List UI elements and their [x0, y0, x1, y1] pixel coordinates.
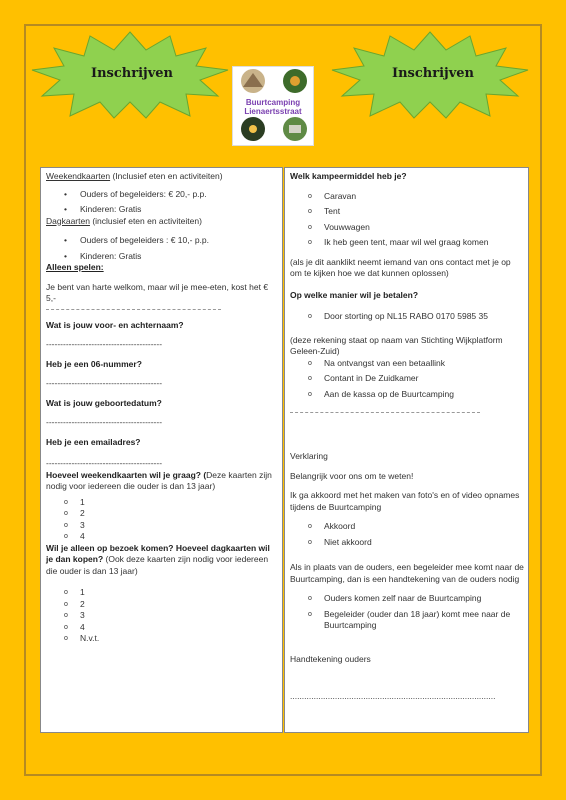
- answer-line-phone[interactable]: -----------------------------------------: [46, 378, 163, 388]
- answer-line-birthdate[interactable]: -----------------------------------------: [46, 417, 163, 427]
- day-item: • Kinderen: Gratis: [46, 251, 278, 263]
- question-day-note: (Ook deze kaarten zijn nodig voor iedereen die ouder is dan 13 jaar): [46, 554, 269, 576]
- payment-note: (deze rekening staat op naam van Stichting Wijkplatform Geleen-Zuid): [290, 334, 503, 356]
- question-weekend: Hoeveel weekendkaarten wil je graag? (: [46, 469, 207, 480]
- day-heading: Dagkaarten: [46, 215, 90, 226]
- question-day: Wil je alleen op bezoek komen? Hoeveel dagkaarten wil je dan kopen?: [46, 542, 270, 564]
- question-name: Wat is jouw voor- en achternaam?: [46, 319, 184, 330]
- weekend-heading-row: [46, 171, 278, 183]
- guardian-option[interactable]: o Begeleider (ouder dan 18 jaar) komt mee naar de Buurtcamping: [290, 609, 524, 632]
- camp-option[interactable]: o Vouwwagen: [290, 222, 524, 234]
- alone-text: Je bent van harte welkom, maar wil je mee-eten, kost het € 5,-: [46, 281, 269, 303]
- camp-option[interactable]: o Ik heb geen tent, maar wil wel graag komen: [290, 237, 524, 249]
- guardian-option[interactable]: o Ouders komen zelf naar de Buurtcamping: [290, 593, 524, 605]
- weekend-item: • Kinderen: Gratis: [46, 204, 278, 216]
- camp-option[interactable]: o Caravan: [290, 191, 524, 203]
- camp-note: (als je dit aanklikt neemt iemand van ons contact met je op om te kijken hoe we dat kunnen oplossen): [290, 256, 511, 278]
- payment-option[interactable]: o Na ontvangst van een betaallink: [290, 358, 524, 370]
- burst-right-label: Inschrijven: [392, 66, 474, 81]
- signature-line[interactable]: .......................................................................................: [290, 691, 496, 701]
- day-option[interactable]: o 4: [46, 622, 278, 634]
- question-day-row: [46, 543, 278, 578]
- question-camp: Welk kampeermiddel heb je?: [290, 171, 407, 181]
- camp-option[interactable]: o Tent: [290, 206, 524, 218]
- answer-line-name[interactable]: -----------------------------------------: [46, 339, 163, 349]
- question-phone: Heb je een 06-nummer?: [46, 358, 142, 369]
- declaration-text: Ik ga akkoord met het maken van foto's en of video opnames tijdens de Buurtcamping: [290, 490, 520, 512]
- consent-option[interactable]: o Niet akkoord: [290, 537, 524, 549]
- day-item: • Ouders of begeleiders : € 10,- p.p.: [46, 235, 278, 247]
- weekend-note: (Inclusief eten en activiteiten): [110, 171, 223, 181]
- payment-option[interactable]: o Door storting op NL15 RABO 0170 5985 35: [290, 311, 524, 323]
- payment-option[interactable]: o Contant in De Zuidkamer: [290, 373, 524, 385]
- logo-title-line1: Buurtcamping: [245, 98, 301, 107]
- signature-label: Handtekening ouders: [290, 653, 371, 664]
- buurtcamping-logo: [232, 66, 314, 146]
- right-form-panel: [284, 167, 529, 733]
- left-form-panel: [40, 167, 283, 733]
- answer-line-email[interactable]: -----------------------------------------: [46, 458, 163, 468]
- alone-heading: Alleen spelen:: [46, 262, 104, 272]
- question-email: Heb je een emailadres?: [46, 436, 141, 447]
- consent-option[interactable]: o Akkoord: [290, 521, 524, 533]
- question-birthdate: Wat is jouw geboortedatum?: [46, 397, 162, 408]
- guardian-text: Als in plaats van de ouders, een begeleider mee komt naar de Buurtcamping, dan is een handtekening van de ouders nodig: [290, 562, 524, 584]
- declaration-important: Belangrijk voor ons om te weten!: [290, 470, 414, 481]
- logo-title-line2: Lienaertsstraat: [244, 107, 302, 116]
- day-heading-row: [46, 216, 278, 228]
- weekend-option[interactable]: o 3: [46, 520, 278, 532]
- question-weekend-row: [46, 470, 278, 493]
- day-option[interactable]: o 1: [46, 587, 278, 599]
- question-payment: Op welke manier wil je betalen?: [290, 289, 419, 300]
- burst-left-label: Inschrijven: [91, 66, 173, 81]
- day-option[interactable]: o N.v.t.: [46, 633, 278, 645]
- weekend-option[interactable]: o 2: [46, 508, 278, 520]
- payment-option[interactable]: o Aan de kassa op de Buurtcamping: [290, 389, 524, 401]
- weekend-item: • Ouders of begeleiders: € 20,- p.p.: [46, 189, 278, 201]
- day-option[interactable]: o 3: [46, 610, 278, 622]
- weekend-option[interactable]: o 4: [46, 531, 278, 543]
- weekend-option[interactable]: o 1: [46, 497, 278, 509]
- question-weekend-note: Deze kaarten zijn nodig voor iedereen die ouder is dan 13 jaar): [46, 469, 272, 491]
- declaration-heading: Verklaring: [290, 451, 328, 461]
- day-note: (inclusief eten en activiteiten): [89, 215, 202, 226]
- weekend-heading: Weekendkaarten: [46, 171, 111, 181]
- day-option[interactable]: o 2: [46, 599, 278, 611]
